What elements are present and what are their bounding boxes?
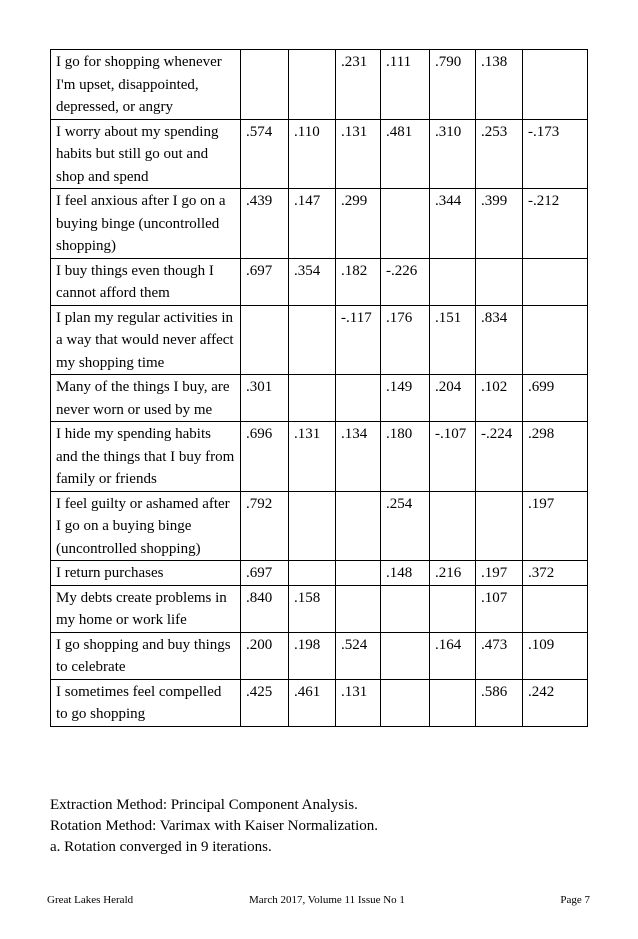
loading-cell <box>336 375 381 422</box>
loading-cell: .840 <box>241 585 289 632</box>
loading-cell: .131 <box>336 679 381 726</box>
loading-cell <box>289 491 336 561</box>
loading-cell: .131 <box>336 119 381 189</box>
loading-cell: -.107 <box>430 422 476 492</box>
table-row <box>51 258 588 305</box>
table-row <box>51 679 588 726</box>
loading-cell: .102 <box>476 375 523 422</box>
loading-cell: .372 <box>523 561 588 586</box>
item-statement-cell: I feel guilty or ashamed after I go on a buying binge (uncontrolled shopping) <box>51 491 241 561</box>
table-row <box>51 305 588 375</box>
page-footer <box>47 892 590 908</box>
loading-cell: .473 <box>476 632 523 679</box>
loading-cell <box>430 258 476 305</box>
table-row <box>51 375 588 422</box>
loading-cell <box>289 561 336 586</box>
loading-cell: .254 <box>381 491 430 561</box>
loading-cell: .299 <box>336 189 381 259</box>
table-row <box>51 632 588 679</box>
loading-cell <box>381 189 430 259</box>
table-row <box>51 561 588 586</box>
item-statement-cell: I feel anxious after I go on a buying binge (uncontrolled shopping) <box>51 189 241 259</box>
item-statement-cell: I return purchases <box>51 561 241 586</box>
loading-cell <box>476 491 523 561</box>
table-row <box>51 50 588 120</box>
item-statement-cell: I sometimes feel compelled to go shopping <box>51 679 241 726</box>
table-body <box>51 50 588 727</box>
loading-cell: -.212 <box>523 189 588 259</box>
loading-cell: .111 <box>381 50 430 120</box>
loading-cell: .586 <box>476 679 523 726</box>
item-statement-cell: I go shopping and buy things to celebrate <box>51 632 241 679</box>
loading-cell: .399 <box>476 189 523 259</box>
item-statement-cell: I worry about my spending habits but still go out and shop and spend <box>51 119 241 189</box>
footer-page-number: Page 7 <box>560 894 590 906</box>
loading-cell: .253 <box>476 119 523 189</box>
loading-cell <box>289 305 336 375</box>
footer-issue-info: March 2017, Volume 11 Issue No 1 <box>249 894 405 906</box>
table-notes <box>50 795 378 858</box>
loading-cell: .134 <box>336 422 381 492</box>
loading-cell: -.226 <box>381 258 430 305</box>
item-statement-cell: I plan my regular activities in a way that would never affect my shopping time <box>51 305 241 375</box>
table-row <box>51 585 588 632</box>
loading-cell <box>523 50 588 120</box>
loading-cell: .107 <box>476 585 523 632</box>
rotated-component-matrix-table <box>50 49 588 727</box>
loading-cell: .182 <box>336 258 381 305</box>
loading-cell: .164 <box>430 632 476 679</box>
loading-cell: .200 <box>241 632 289 679</box>
item-statement-cell: Many of the things I buy, are never worn or used by me <box>51 375 241 422</box>
loading-cell: .149 <box>381 375 430 422</box>
item-statement-cell: I go for shopping whenever I'm upset, disappointed, depressed, or angry <box>51 50 241 120</box>
loading-cell: .792 <box>241 491 289 561</box>
loading-cell: .524 <box>336 632 381 679</box>
loading-cell <box>336 585 381 632</box>
loading-cell: .131 <box>289 422 336 492</box>
loading-cell: .699 <box>523 375 588 422</box>
loading-cell: .697 <box>241 258 289 305</box>
loading-cell: .697 <box>241 561 289 586</box>
loading-cell: .197 <box>476 561 523 586</box>
loading-cell: .158 <box>289 585 336 632</box>
loading-cell: .180 <box>381 422 430 492</box>
table-row <box>51 119 588 189</box>
loading-cell: .148 <box>381 561 430 586</box>
loading-cell: .301 <box>241 375 289 422</box>
loading-cell: .231 <box>336 50 381 120</box>
loading-cell: .147 <box>289 189 336 259</box>
loading-cell: .198 <box>289 632 336 679</box>
loading-cell: -.117 <box>336 305 381 375</box>
loading-cell <box>381 632 430 679</box>
item-statement-cell: I buy things even though I cannot afford them <box>51 258 241 305</box>
loading-cell: .425 <box>241 679 289 726</box>
loading-cell: .204 <box>430 375 476 422</box>
loading-cell: -.173 <box>523 119 588 189</box>
loading-cell: -.224 <box>476 422 523 492</box>
extraction-method-note: Extraction Method: Principal Component Analysis. <box>50 797 358 813</box>
loading-cell: .481 <box>381 119 430 189</box>
table-row <box>51 189 588 259</box>
footer-journal-name: Great Lakes Herald <box>47 894 134 906</box>
loading-cell <box>289 375 336 422</box>
loading-cell: .790 <box>430 50 476 120</box>
loading-cell: .574 <box>241 119 289 189</box>
loading-cell: .176 <box>381 305 430 375</box>
loading-cell: .439 <box>241 189 289 259</box>
loading-cell: .151 <box>430 305 476 375</box>
loading-cell: .461 <box>289 679 336 726</box>
loading-cell <box>430 679 476 726</box>
loading-cell <box>381 679 430 726</box>
loading-cell <box>476 258 523 305</box>
item-statement-cell: I hide my spending habits and the things that I buy from family or friends <box>51 422 241 492</box>
table-row <box>51 422 588 492</box>
loading-cell <box>430 491 476 561</box>
loading-cell: .696 <box>241 422 289 492</box>
rotation-converged-note: a. Rotation converged in 9 iterations. <box>50 839 272 855</box>
loading-cell: .138 <box>476 50 523 120</box>
loading-cell: .110 <box>289 119 336 189</box>
loading-cell: .344 <box>430 189 476 259</box>
loading-cell <box>336 561 381 586</box>
loading-cell <box>241 305 289 375</box>
loading-cell <box>523 305 588 375</box>
loading-cell: .197 <box>523 491 588 561</box>
loading-cell: .298 <box>523 422 588 492</box>
loading-cell <box>523 585 588 632</box>
loading-cell: .109 <box>523 632 588 679</box>
loading-cell: .242 <box>523 679 588 726</box>
loading-cell <box>336 491 381 561</box>
item-statement-cell: My debts create problems in my home or work life <box>51 585 241 632</box>
loading-cell: .310 <box>430 119 476 189</box>
loading-cell <box>523 258 588 305</box>
loading-cell <box>381 585 430 632</box>
loading-cell <box>241 50 289 120</box>
table-row <box>51 491 588 561</box>
loading-cell <box>289 50 336 120</box>
loading-cell: .834 <box>476 305 523 375</box>
loading-cell <box>430 585 476 632</box>
loading-cell: .354 <box>289 258 336 305</box>
loading-cell: .216 <box>430 561 476 586</box>
rotation-method-note: Rotation Method: Varimax with Kaiser Normalization. <box>50 818 378 834</box>
